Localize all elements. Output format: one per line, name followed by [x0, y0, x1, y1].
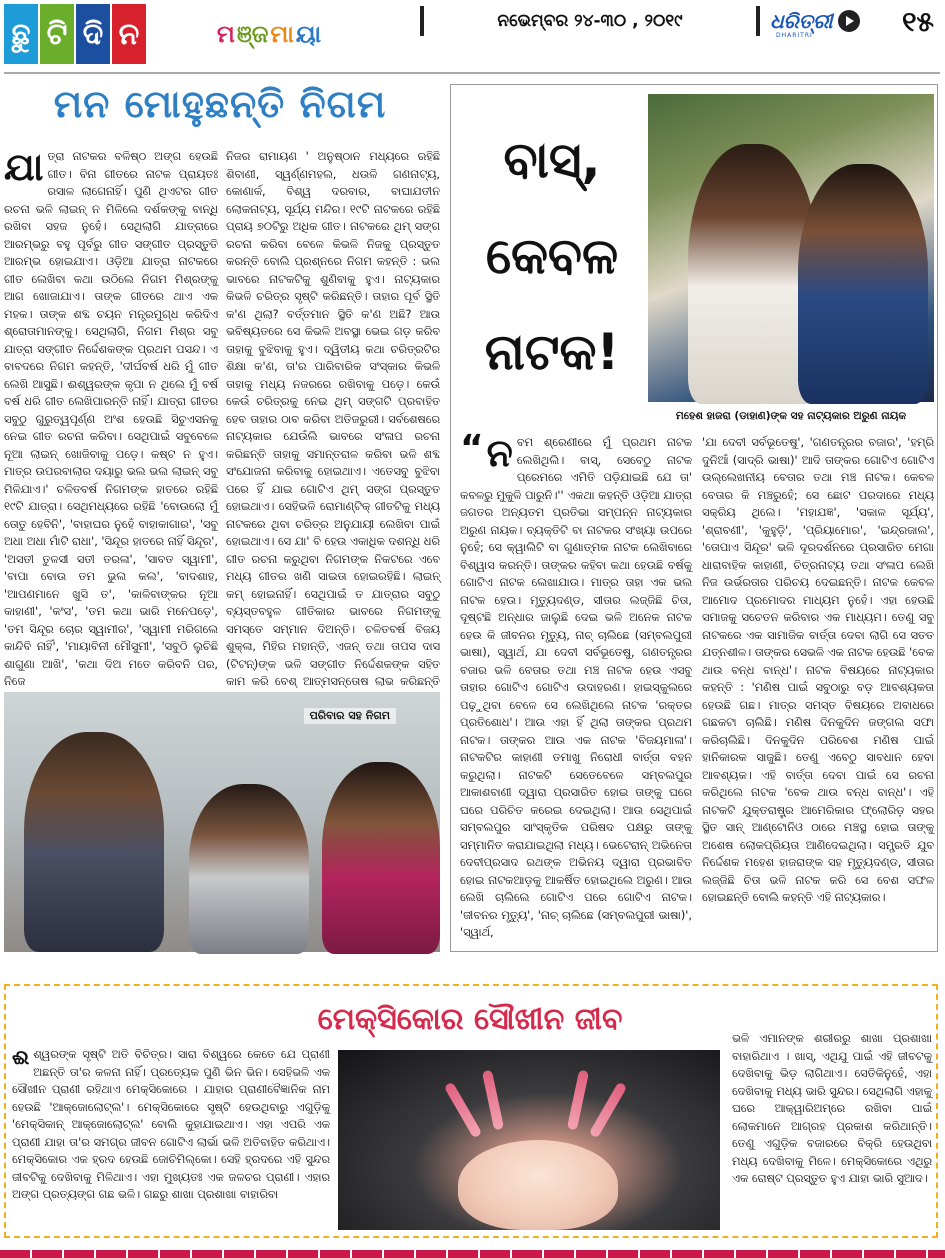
- brand-letter: ୟା: [295, 20, 322, 48]
- article-text: 'ଯା ଦେବୀ ସର୍ବଭୂତେଷୁ', 'ଗଣତନ୍ତ୍ରର ବଜାର', 'ହମ୍ରି ଦୁନିଆଁ (ସାଦ୍ରି ଭାଷା)' ଆଦି ତାଙ୍କର ଗୋଟିଏ ଗୋଟିଏ ଉଲ୍ଲେଖନୀୟ ବେତାର ତଥା ମଞ୍ଚ ନାଟକ। କେବଳ ବେତାର କି ମଞ୍ଚରୁହେଁ; ସେ ଛୋଟ ପରଦାରେ ମଧ୍ୟ ସକ୍ରିୟ ଥିଲେ। 'ମହାଯଜ୍ଞ', 'ସକାଳ ସୂର୍ଯ୍ୟ', 'ଶ୍ରାବଣୀ', 'କୁହୁଡ଼ି', 'ପ୍ରିୟାମୋର', 'ଇନ୍ଦ୍ରଜାଲ', 'ତୋପାଏ ସିନ୍ଦୂର' ଭଳି ଦୂରଦର୍ଶନରେ ପ୍ରସାରିତ ମେଗା ଧାରାବାହିକ କାହାଣୀ, ଚିତ୍ରନାଟ୍ୟ ତଥା ସଂଳାପ ଲେଖି ନିଜ ଉର୍ଭରତାର ପରିଚୟ ଦେଇଛନ୍ତି। ନାଟକ କେବଳ ଆମୋଦ ପ୍ରମୋଦର ମାଧ୍ୟମ ନୁହେଁ। ଏହା ହେଉଛି ସମାଜକୁ ସଚେତନ କରିବାର ଏକ ମାଧ୍ୟମ। ତେଣୁ ସବୁ ନାଟକରେ ଏକ ସାମାଜିକ ବାର୍ତ୍ତା ଦେବା ଲାଗି ସେ ସତତ ଯତ୍ନଶୀଳ। ତାଙ୍କର ସେଭଳି ଏକ ନାଟକ ହେଉଛି 'ବେକ ଥାଉ ବନ୍ଧ ବାନ୍ଧ'। ନାଟକ ବିଷୟରେ ନାଟ୍ୟକାର କହନ୍ତି : 'ମଣିଷ ପାଇଁ ସବୁଠାରୁ ବଡ଼ ଆବଶ୍ୟକତା ହେଉଛି ଗଛ। ମାତ୍ର ସମସ୍ତ ବିଷୟରେ ଅବାଧରେ ଗଛକଟା ଚାଲିଛି। ମଣିଷ ଦିନକୁଦିନ ଜଙ୍ଗଲ ସଫା କରିଚାଲିଛି। ଦିନକୁଦିନ ପରିବେଶ ମଣିଷ ପାଇଁ ହାନିକାରକ ସାଜୁଛି। ତେଣୁ ଏବେଠୁ ସାବଧାନ ହେବା ଆବଶ୍ୟକ। ଏହି ବାର୍ତ୍ତା ଦେବା ପାଇଁ ସେ ରଚନା କରିଥିଲେ ନାଟକ 'ବେକ ଥାଉ ବନ୍ଧ ବାନ୍ଧ'। ଏହି ନାଟକଟି ଯୁକ୍ତରାଷ୍ଟ୍ର ଆମେରିକାର ଫ୍ଲୋରିଡ଼ ସହର ସ୍ଥିତ ସାନ୍‌ ଆଣ୍ଟୋନିଓ ଠାରେ ମଞ୍ଚସ୍ଥ ହୋଇ ତାଙ୍କୁ ଅଶେଷ ଲୋକପ୍ରିୟତା ଆଣିଦେଇଥିଲା। ସମ୍ପ୍ରତି ଯୁବ ନିର୍ଦ୍ଦେଶକ ମହେଶ ହାଜରାଙ୍କ ସହ ମୃତ୍ୟୁଦଣ୍ଡ, ସୀତାର ଲଜ୍ଜିଛି ଚିତା ଭଳି ନାଟକ କରି ସେ ବେଶ ସଫଳ ହୋଇଛନ୍ତି ବୋଲି କହନ୍ତି ଏହି ନାଟ୍ୟକାର।: [702, 436, 934, 904]
- article-title: [468, 112, 636, 412]
- person-figure: [322, 762, 440, 954]
- article-column: [460, 428, 692, 946]
- gill-shape: [589, 1082, 628, 1139]
- article-text: ଭଳି ଏମାନଙ୍କ ଶରୀରରୁ ଶାଖା ପ୍ରଶାଖା ବାହାରିଥାଏ । ଖାସ୍‌, ଏଥିଯୁ ପାଇଁ ଏହି ଜୀବଟକୁ ଦେଖିବାକୁ ଭିଡ଼ ଲାଗିଥାଏ। ସେତିକିନୁହେଁ, ଏହା ଦେଖିବାକୁ ମଧ୍ୟ ଭାରି ସୁନ୍ଦର। ସେଥିଲାଗି ଏହାକୁ ଘରେ ଆକ୍ୱାରିଅମ୍‌ରେ ରଖିବା ପାଇଁ ଲୋକମାନେ ଆଗ୍ରହ ପ୍ରକାଶ କରିଥାନ୍ତି। ତେଣୁ ଏଗୁଡ଼ିକ ବଜାରରେ ବିକ୍ରି ହେଉଥିବା ମଧ୍ୟ ଦେଖିବାକୁ ମିଳେ। ମେକ୍ସିକୋରେ ଏଥିରୁ ଏକ ରୋଷ୍ଟ ପ୍ରସ୍ତୁତ ହୁଏ ଯାହା ଭାରି ସୁଆଦ।: [732, 1032, 932, 1185]
- family-photo: [4, 692, 440, 952]
- article-text: ନିଜର ରାମାୟଣ ' ଅନୁଷ୍ଠାନ ମଧ୍ୟରେ ରହିଛି ଶିବାଣୀ, ସ୍ୱର୍ଣ୍ଣମହଲ, ଧଉଳି ଗଣନାଟ୍ୟ, କୋଣାର୍କ, ବିଶ୍ୱ ଦରବାର, ବାଘାଯତୀନ ଲୋକନାଟ୍ୟ, ସୂର୍ଯ୍ୟ ମନ୍ଦିର। ୧୯ଟି ନାଟକରେ ରହିଛି ପ୍ରାୟ ୭୦ଟିରୁ ଅଧିକ ଗୀତ। ନାଟକରେ ଥିମ୍‌ ସଙ୍ଗ ରଚନା କରିବା ବେଳେ କିଭଳି ନିଜକୁ ପ୍ରସ୍ତୁତ କରନ୍ତି ବୋଲି ପ୍ରଶ୍ନରେ ନିଗମ କହନ୍ତି : ଭଲ ଭାବରେ ନାଟକଟିକୁ ଶୁଣିବାକୁ ହୁଏ। ନାଟ୍ୟକାର କିଭଳି ଚରିତ୍ର ସୃଷ୍ଟି କରିଛନ୍ତି। ତାହାର ପୂର୍ବ ସ୍ଥିତି କ'ଣ ଥିଲା? ବର୍ତ୍ତମାନ ସ୍ଥିତି କ'ଣ ଅଛି? ଆଉ ଭବିଷ୍ୟତରେ ସେ କିଭଳି ଅବସ୍ଥା ଭେଇ ଗଡ଼ କରିବ ତାହାକୁ ବୁଝିବାକୁ ହୁଏ। ଦ୍ୱିତୀୟ କଥା ଚରିତ୍ରଟିର ଶିକ୍ଷା କ'ଣ, ତା'ର ପାରିବାରିକ ସଂସ୍କାର କିଭଳି ତାହାକୁ ମଧ୍ୟ ନଜରରେ ରଖିବାକୁ ପଡ଼େ। କେଉଁ କେଉଁ ଚରିତ୍ରକୁ ନେଇ ଥିମ୍‌ ସଙ୍ଗଟି ପ୍ରବାହିତ ହେବ ତାହାର ଠାବ କରିବା ଅତିଜରୁରୀ। ସର୍ବଶେଷରେ ନାଟ୍ୟକାର ଯେଉଁଲି ଭାବରେ ସଂଳାପ ରଚନା କରିଛନ୍ତି ତାହାକୁ ସମାନ୍ତରାଳ କରିବା ଭଳି ଶବ୍ଦ ସଂଯୋଜନା କରିବାକୁ ହୋଇଥାଏ। ଏତେସବୁ ବୁଝିବା ପରେ ହିଁ ଯାଇ ଗୋଟିଏ ଥିମ୍‌ ସଙ୍ଗ ପ୍ରସ୍ତୁତ ହୋଇଥାଏ। ସେହିଭଳି ରୋମାଣ୍ଟିକ୍‌ ଗୀତଟିକୁ ମଧ୍ୟ ନାଟକରେ ଥିବା ଚରିତ୍ର ଅନୁଯାୟୀ ଲେଖିବା ପାଇଁ ହୋଇଥାଏ। ସେ ଯା' ବି ହେଉ ଏକାଧିକ ଦଶନ୍ଧି ଧରି ଗୀତ ରଚନା କରୁଥିବା ନିଗମଙ୍କ ନିକଟରେ ଏବେ ମଧ୍ୟ ଗୀତର ଖଣି ସାଇତା ହୋଇରହିଛି। ଲାଇନ୍‌ କମ୍‌ ହୋଇନାହିଁ। ସେଥିପାଇଁ ତ ଯାତ୍ରାର ସବୁଠୁ ବ୍ୟସ୍ତବହୁଳ ଗୀତିକାର ଭାବରେ ନିଗମଙ୍କୁ ସମସ୍ତେ ସମ୍ମାନ ଦିଅନ୍ତି। ଚଳିତବର୍ଷ ବିଜୟ ଶୁକ୍ଳା, ମିହିର ମହାନ୍ତି, ଏଜନ୍‌ ତଥା ତାପସ ଦାସ (ଟିଟନ୍‌)ଙ୍କ ଭଳି ସଙ୍ଗୀତ ନିର୍ଦ୍ଦେଶକଙ୍କ ସହିତ କାମ କରି ବେଶ୍‌ ଆତ୍ମସନ୍ତୋଷ ଲାଭ କରିଛନ୍ତି: [226, 150, 440, 688]
- play-icon: [838, 10, 860, 32]
- logo-subtext: DHARITRI: [776, 32, 813, 39]
- title-line: ବାସ୍‌,: [503, 131, 601, 189]
- supplement-brand: [174, 14, 364, 54]
- article-column: [226, 148, 440, 688]
- photo-caption: ମହେଶ ହାଜରା (ଡାହାଣ)ଙ୍କ ସହ ନାଟ୍ୟକାର ଅରୁଣ ନାୟକ: [675, 410, 907, 422]
- section-masthead: [4, 4, 146, 64]
- header-divider: [4, 72, 940, 74]
- article-column: [732, 1030, 932, 1230]
- person-figure: [189, 784, 309, 954]
- brand-letter: ଞ୍ଜ: [236, 20, 269, 48]
- article-text: ଶ୍ୱରଙ୍କ ସୃଷ୍ଟି ଅତି ବିଚିତ୍ର। ସାରା ବିଶ୍ୱରେ କେତେ ଯେ ପ୍ରାଣୀ ଅଛନ୍ତି ତା'ର କଳନା ନାହିଁ। ପ୍ରତ୍ୟେକ ପୁଣି ଭିନ ଭିନ। ସେହିଭଳି ଏକ ସୌଖୀନ ପ୍ରାଣୀ ରହିଥାଏ ମେକ୍ସିକୋରେ । ଯାହାର ପ୍ରାଣୀବୈଜ୍ଞାନିକ ନାମ ହେଉଛି 'ଆକ୍ଜୋଲୋଟ୍‌ଲ'। ମେକ୍ସିକୋରେ ସୃଷ୍ଟି ହେଉଥିବାରୁ ଏଗୁଡ଼ିକୁ 'ମେକ୍ସିକାନ୍‌ ଆକ୍ଜୋଲୋଟ୍‌ଲ' ବୋଲି କୁହାଯାଇଥାଏ। ଏହା ଏପରି ଏକ ପ୍ରାଣୀ ଯାହା ତା'ର ସମଗ୍ର ଜୀବନ ଗୋଟିଏ ଲାର୍ଭା ଭଳି ଅତିବାହିତ କରିଥାଏ। ମେକ୍ସିକୋର ଏକ ହ୍ରଦ ହେଉଛି ଜୋଚିମିଲ୍‌କୋ। ସେହି ହ୍ରଦରେ ଏହି ସୁନ୍ଦର ଜୀବଟିକୁ ଦେଖିବାକୁ ମିଳିଥାଏ। ଏହା ମୁଖ୍ୟତଃ ଏକ ଜଳଚର ପ୍ରାଣୀ। ଏହାର ଅଙ୍ଗ ପ୍ରତ୍ୟଙ୍ଗ ଗଛ ଭଳି। ଗଛରୁ ଶାଖା ପ୍ରଶାଖା ବାହାରିବା: [12, 1048, 330, 1201]
- gill-shape: [482, 1070, 504, 1131]
- portrait-photo: [648, 94, 934, 402]
- title-line: ନାଟକ!: [484, 323, 620, 381]
- person-figure: [24, 732, 164, 952]
- brand-letter: ମା: [270, 20, 294, 48]
- article-text: ବମ ଶ୍ରେଣୀରେ ମୁଁ ପ୍ରଥମ ନାଟକ ଲେଖିଥିଲି। ବାସ୍‌, ସେବେଠୁ ନାଟକ ପ୍ରେମରେ ଏମିତି ପଡ଼ିଯାଇଛି ଯେ ତା' କବଳରୁ ମୁକୁଳି ପାରୁନି।'' ଏକଥା କହନ୍ତି ଓଡ଼ିଆ ଯାତ୍ରା ଜଗତର ଅନ୍ୟତମ ପ୍ରତିଭା ସମ୍ପନ୍ନ ନାଟ୍ୟକାର ଅରୁଣ ନାୟକ। ବ୍ୟକ୍ତିଟି ବା ନାଟକର ସଂଖ୍ୟା ଉପରେ ନୁହେଁ; ସେ କ୍ୱାଲିଟି ବା ଗୁଣାତ୍ମକ ନାଟକ ଲେଖିବାରେ ବିଶ୍ୱାସ କରନ୍ତି। ତାଙ୍କର କହିବା କଥା ହେଉଛି ବର୍ଷକୁ ଗୋଟିଏ ନାଟକ ଲେଖାଯାଉ। ମାତ୍ର ତାହା ଏକ ଭଲ ନାଟକ ହେଉ। ମୃତ୍ୟୁଦଣ୍ଡ, ସୀତାର ଲଜ୍ଜିଛି ଚିତା, ଦୂଷ୍ଟଛି ଅନ୍ଧାର ଜାଲୁଛି ଦେଇ ଭଳି ଅନେକ ନାଟକ ହେଉ କି ଜୀବନର ମୃତ୍ୟୁ, ନାଚ୍‌ ଚାଲିଛେ (ସମ୍ବଲପୁରୀ ଭାଷା), ସ୍ୱାର୍ଥ, ଯା ଦେବୀ ସର୍ବଭୂତେଷୁ, ଗଣତନ୍ତ୍ରର ବଜାର ଭଳି ବେତାର ତଥା ମଞ୍ଚ ନାଟକ ହେଉ ଏସବୁ ତାହାର ଗୋଟିଏ ଗୋଟିଏ ଉଦାହରଣ। ହାଇସ୍କୁଲରେ ପଢ଼ୁଥିବା ବେଳେ ସେ ଲେଖିଥିଲେ ନାଟକ 'ରକ୍ତର ପ୍ରତିଶୋଧ'। ଆଉ ଏହା ହିଁ ଥିଲା ତାଙ୍କର ପ୍ରଥମ ନାଟକ। ତାଙ୍କର ଆଉ ଏକ ନାଟକ 'ବିଜୟମାଳା'। ନାଟକଟିର କାହାଣୀ ତମାଖୁ ନିରୋଧୀ ବାର୍ତ୍ତା ବହନ କରୁଥିଲା। ନାଟକଟି ସେତେବେଳେ ସମ୍ବଲପୁର ଆକାଶବାଣୀ ଦ୍ୱାରା ପ୍ରସାରିତ ହୋଇ ତାଙ୍କୁ ଘରେ ଘରେ ପରିଚିତ କରେଇ ଦେଇଥିଲା। ଆଉ ସେଥିପାଇଁ ସମ୍ବଲପୁର ସାଂସ୍କୃତିକ ପରିଷଦ ପକ୍ଷରୁ ତାଙ୍କୁ ସମ୍ମାନିତ କରାଯାଇଥିଲା ମଧ୍ୟ। ଭେଟେରାନ୍‌ ଅଭିନେତା ଦେବୀପ୍ରସାଦ ରଥଙ୍କ ଅଭିନୟ ଦ୍ୱାରା ପ୍ରଭାବିତ ହୋଇ ନାଟକଆଡ଼କୁ ଆକର୍ଷିତ ହୋଇଥିଲେ ଅରୁଣ। ଆଉ ଲେଖି ଚାଲିଲେ ଗୋଟିଏ ପରେ ଗୋଟିଏ ନାଟକ। 'ଜୀବନର ମୃତ୍ୟୁ', 'ନାଚ୍‌ ଚାଲିଛେ (ସମ୍ବଲପୁରୀ ଭାଷା)', 'ସ୍ୱାର୍ଥ,: [460, 436, 692, 939]
- drop-cap: ନ: [486, 431, 513, 475]
- article-title: ମନ ମୋହୁଛନ୍ତି ନିଗମ: [53, 82, 387, 126]
- article-column: [702, 434, 934, 946]
- article-title: ମେକ୍ସିକୋର ସୌଖୀନ ଜୀବ: [317, 1002, 623, 1037]
- article-column: [12, 1046, 330, 1232]
- section-letter: ଟି: [40, 4, 74, 64]
- gill-shape: [444, 1082, 483, 1139]
- newspaper-logo: [770, 6, 890, 39]
- brand-letter: ମ: [216, 20, 235, 48]
- footer-bar: [0, 1250, 945, 1258]
- photo-caption: ପରିବାର ସହ ନିଗମ: [304, 708, 396, 724]
- person-figure: [798, 164, 928, 404]
- page-number: ୧୫: [901, 5, 935, 38]
- section-letter: ଦି: [76, 4, 110, 64]
- axolotl-photo: [338, 1050, 720, 1230]
- drop-cap: ଯା: [4, 145, 44, 189]
- article-column: [4, 145, 218, 688]
- quote-icon: “: [460, 428, 484, 469]
- dateline: ନଭେମ୍ବର ୨୪-୩୦ , ୨୦୧୯: [420, 6, 760, 36]
- logo-text: ଧରିତ୍ରୀ: [770, 9, 833, 33]
- article-text: ତ୍ରା ନାଟକର ବଳିଷ୍ଠ ଅଙ୍ଗ ହେଉଛି ଗୀତ। ବିନା ଗୀତରେ ନାଟକ ପ୍ରାୟତଃ ରସାଳ ଲାଗେନାହିଁ। ପୁଣି ଥିଏଟର ଗୀତ ରଚନା ଭଳି ଲାଇନ୍‌ ନ ମିଳିଲେ ଦର୍ଶକଙ୍କୁ ବାନ୍ଧି ରଖିବା ସହଜ ନୁହେଁ। ସେଥିଲାଗି ଯାତ୍ରାରେ ଆରମ୍ଭରୁ ବହୁ ପୂର୍ବରୁ ଗୀତ ସଙ୍ଗୀତ ପ୍ରସ୍ତୁତି ଆରମ୍ଭ ହୋଇଯାଏ। ଓଡ଼ିଆ ଯାତ୍ରା ନାଟକରେ ଗୀତ ଲେଖିବା କଥା ଉଠିଲେ ନିଗମ ମିଶ୍ରଙ୍କୁ ଆଗ ଖୋଜାଯାଏ। ତାଙ୍କ ଗୀତରେ ଥାଏ ଏକ ମହକ। ତାଙ୍କ ଶବ୍ଦ ଚୟନ ମନ୍ତ୍ରମୁଗ୍ଧ କରିଦିଏ ଶ୍ରୋତାମାନଙ୍କୁ। ସେଥିଲାଗି, ନିଗମ ମିଶ୍ର ସବୁ ଯାତ୍ରା ସଙ୍ଗୀତ ନିର୍ଦ୍ଦେଶକଙ୍କ ପ୍ରଥମ ପସନ୍ଦ। ଏ ବାବଦରେ ନିଗମ କହନ୍ତି, 'ଦୀର୍ଘବର୍ଷ ଧରି ମୁଁ ଗୀତ ଲେଖି ଆସୁଛି। ଈଶ୍ୱରଙ୍କ କୃପା ନ ଥିଲେ ମୁଁ ବର୍ଷ ବର୍ଷ ଧରି ଗୀତ ଲେଖିପାରନ୍ତି ନାହିଁ। ଯାତ୍ରା ଗୀତର ସବୁଠୁ ଗୁରୁତ୍ୱପୂର୍ଣ୍ଣ ଅଂଶ ହେଉଛି ସିଚୁଏସନକୁ ନେଇ ଗୀତ ରଚନା କରିବା। ସେଥିପାଇଁ ସବୁବେଳେ ନୂଆ ଲାଇନ୍‌ ଖୋଜିବାକୁ ପଡ଼େ। କଷ୍ଟ ନ ହୁଏ। ମାତ୍ର ଉପରବାଲାର ଦୟାରୁ ଭଲ ଭଲ ଲାଇନ୍‌ ସବୁ ମିଳିଯାଏ।' ଚଳିତବର୍ଷ ନିଗମଙ୍କ ହାତରେ ରହିଛି ୧୯ଟି ଯାତ୍ରା। ସେଥିମଧ୍ୟରେ ରହିଛି 'ବୋଉଲୋ ମୁଁ ତୋତୁ ହେବିନି', 'ବାହାଘର ନୁହେଁ ବାହାକାଗାର', 'ସବୁ ଅଧା ଅଧା ମାଁଟି ରାଧା', 'ସିନ୍ଦୂର ହାତରେ ନାହିଁ ସିନ୍ଦୂର', 'ଅସତୀ ତୁଳସୀ ସତୀ ତରଳା', 'ସାବତ ସ୍ୱାମୀ', 'ବାପା ବୋଉ ତମ ଭୁଲ କଲ', 'ବାଦଶାହ, 'ଆପଣମାନେ ଖୁସି ତ', 'କାଳିବାଙ୍କର ନୂଆ କାହାଣୀ', 'କଂସ', 'ତମ କଥା ଭାରି ମନେପଡ଼େ', 'ତମ ସିନ୍ଦୂର ଚୋର ସ୍ୱାମୀର', 'ସ୍ୱାମୀ ମରିଗଲେ କାନ୍ଦିବି ନାହିଁ', 'ମାୟାବିନୀ ମୌସୁମୀ', 'ସବୁଠି ଲୁଚିଛି ଶାଗୁଣା ଆଖି', 'କଥା ଦିଅ ମତେ କରିବନି ପର, ନିଜେ: [4, 150, 218, 688]
- section-letter: ଛୁ: [4, 4, 38, 64]
- section-letter: ନ: [112, 4, 146, 64]
- drop-cap: ଈ: [12, 1045, 30, 1069]
- gill-shape: [567, 1070, 589, 1131]
- axolotl-head: [458, 1140, 618, 1230]
- title-line: କେବଳ: [485, 227, 619, 285]
